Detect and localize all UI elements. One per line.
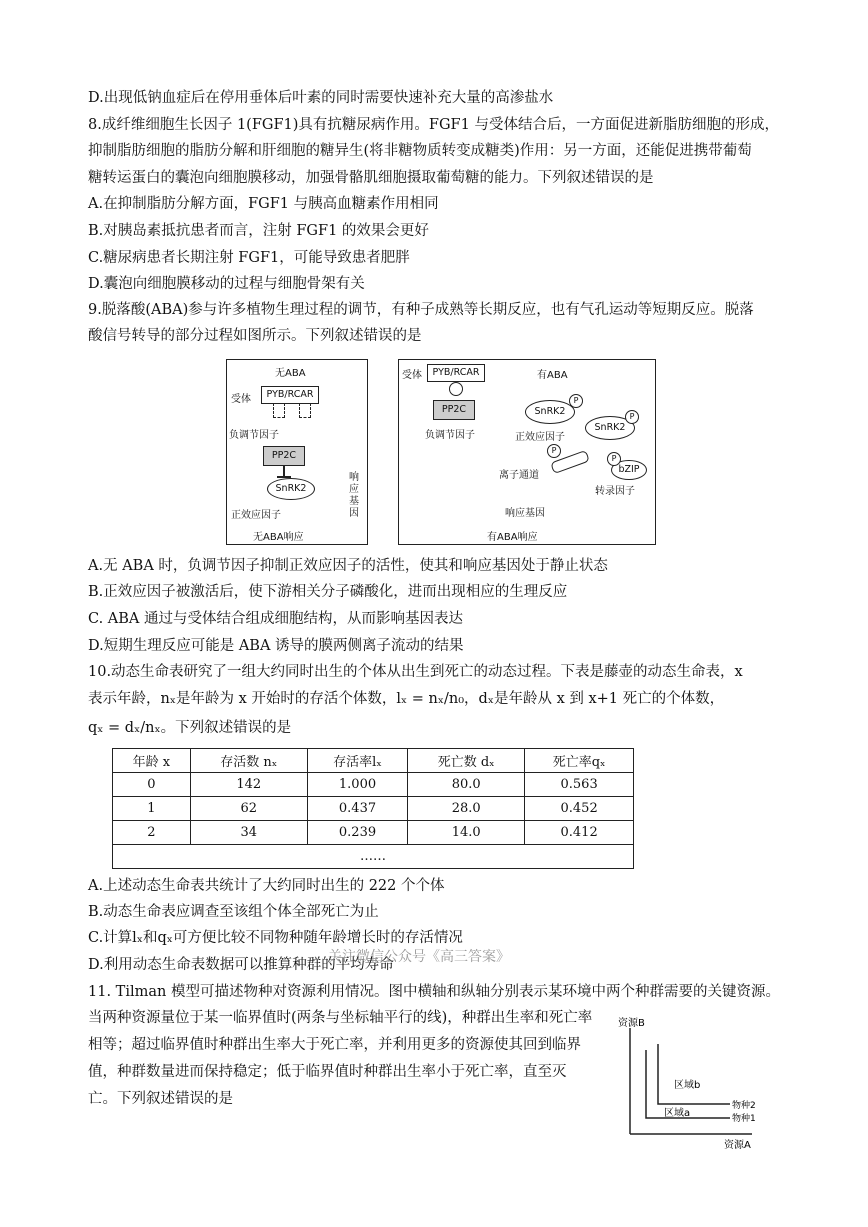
q10-option-c: C.计算lₓ和qₓ可方便比较不同物种随年龄增长时的存活情况: [88, 930, 463, 946]
region-a-label: 区域a: [664, 1108, 691, 1119]
q10-stem-3: qₓ = dₓ/nₓ。下列叙述错误的是: [88, 720, 292, 736]
receptor-dashed-legs-2: [299, 403, 311, 418]
neg-regulator-label: 负调节因子: [229, 430, 279, 441]
phospho-p-1: P: [569, 394, 583, 408]
option-d-q7: D.出现低钠血症后在停用垂体后叶素的同时需要快速补充大量的高渗盐水: [88, 90, 554, 106]
watermark: 关注微信公众号《高三答案》: [328, 949, 510, 965]
receptor-dashed-legs: [273, 403, 285, 418]
q9-option-b: B.正效应因子被激活后，使下游相关分子磷酸化，进而出现相应的生理反应: [88, 584, 568, 600]
table-cell: 1: [113, 797, 191, 821]
life-table: [112, 748, 634, 869]
table-cell: 0.437: [307, 797, 407, 821]
tilman-graph: [612, 1014, 782, 1154]
q8-option-b: B.对胰岛素抵抗患者而言，注射 FGF1 的效果会更好: [88, 223, 429, 239]
species-1-label: 物种1: [732, 1114, 756, 1124]
response-gene-label: 响应基因: [349, 472, 359, 519]
table-cell: 1.000: [307, 773, 407, 797]
pp2c-box-right: PP2C: [433, 400, 475, 420]
table-row: [113, 821, 634, 845]
q10-option-d: D.利用动态生命表数据可以推算种群的平均寿命: [88, 957, 394, 973]
q8-option-a: A.在抑制脂肪分解方面，FGF1 与胰高血糖素作用相同: [88, 196, 439, 212]
q8-stem-2: 抑制脂肪细胞的脂肪分解和肝细胞的糖异生(将非糖物质转变成糖类)作用：另一方面，还能促进携带葡萄: [88, 143, 752, 159]
table-header: 死亡率qₓ: [525, 749, 634, 773]
transcription-factor-label: 转录因子: [595, 486, 635, 497]
snrk2-oval-a: SnRK2: [525, 400, 575, 424]
aba-molecule-icon: [449, 382, 463, 396]
table-cell: 80.0: [408, 773, 525, 797]
species-2-isocline: [658, 1044, 730, 1104]
table-row: [113, 773, 634, 797]
q11-stem-1: 11. Tilman 模型可描述物种对资源利用情况。图中横轴和纵轴分别表示某环境中两个种群需要的关键资源。: [88, 984, 780, 1000]
table-cell: 28.0: [408, 797, 525, 821]
snrk2-oval-b: SnRK2: [585, 416, 635, 440]
receptor-label-right: 受体: [402, 370, 422, 381]
table-cell: 2: [113, 821, 191, 845]
diagram-left-footer: 无ABA响应: [253, 532, 304, 543]
q9-option-a: A.无 ABA 时，负调节因子抑制正效应因子的活性，使其和响应基因处于静止状态: [88, 558, 608, 574]
phospho-p-2: P: [625, 410, 639, 424]
table-cell: 0.412: [525, 821, 634, 845]
species-2-label: 物种2: [732, 1101, 756, 1111]
region-b-label: 区域b: [674, 1080, 701, 1091]
y-axis-label: 资源B: [618, 1018, 645, 1029]
q8-option-c: C.糖尿病患者长期注射 FGF1，可能导致患者肥胖: [88, 250, 410, 266]
table-cell: 34: [190, 821, 307, 845]
diagram-no-aba: [226, 359, 368, 545]
pp2c-box: PP2C: [263, 446, 305, 466]
q11-stem-5: 亡。下列叙述错误的是: [88, 1091, 233, 1107]
table-header: 存活数 nₓ: [190, 749, 307, 773]
q8-stem-3: 糖转运蛋白的囊泡向细胞膜移动，加强骨骼肌细胞摄取葡萄糖的能力。下列叙述错误的是: [88, 170, 654, 186]
q10-option-b: B.动态生命表应调查至该组个体全部死亡为止: [88, 904, 379, 920]
q8-option-d: D.囊泡向细胞膜移动的过程与细胞骨架有关: [88, 276, 365, 292]
table-cell: 0: [113, 773, 191, 797]
snrk2-oval: SnRK2: [267, 478, 315, 500]
q11-stem-3: 相等；超过临界值时种群出生率大于死亡率，并利用更多的资源使其回到临界: [88, 1037, 581, 1053]
q10-option-a: A.上述动态生命表共统计了大约同时出生的 222 个个体: [88, 878, 445, 894]
q9-stem-2: 酸信号转导的部分过程如图所示。下列叙述错误的是: [88, 328, 422, 344]
table-header: 存活率lₓ: [307, 749, 407, 773]
diagram-left-title: 无ABA: [275, 368, 306, 379]
q11-stem-2: 当两种资源量位于某一临界值时(两条与坐标轴平行的线)，种群出生率和死亡率: [88, 1010, 593, 1026]
receptor-box: PYB/RCAR: [261, 386, 319, 404]
table-ellipsis: ……: [113, 845, 634, 869]
table-header: 死亡数 dₓ: [408, 749, 525, 773]
diagram-right-title: 有ABA: [537, 370, 568, 381]
table-cell: 0.563: [525, 773, 634, 797]
q10-stem-2: 表示年龄，nₓ是年龄为 x 开始时的存活个体数，lₓ = nₓ/n₀，dₓ是年龄从 x 到 x+1 死亡的个体数，: [88, 691, 725, 707]
response-gene-label-right: 响应基因: [505, 508, 545, 519]
q10-stem-1: 10.动态生命表研究了一组大约同时出生的个体从出生到死亡的动态过程。下表是藤壶的动态生命表，x: [88, 664, 743, 680]
ion-channel-label: 离子通道: [499, 470, 539, 481]
q9-option-c: C. ABA 通过与受体结合组成细胞结构，从而影响基因表达: [88, 611, 464, 627]
pos-effector-label: 正效应因子: [231, 510, 281, 521]
table-cell: 62: [190, 797, 307, 821]
neg-regulator-label-right: 负调节因子: [425, 430, 475, 441]
table-cell: 0.452: [525, 797, 634, 821]
q8-stem-1: 8.成纤维细胞生长因子 1(FGF1)具有抗糖尿病作用。FGF1 与受体结合后，一方面促进新脂肪细胞的形成，: [88, 117, 779, 133]
table-header-row: [113, 749, 634, 773]
table-cell: 142: [190, 773, 307, 797]
diagram-with-aba: [398, 359, 656, 545]
table-row-ellipsis: [113, 845, 634, 869]
diagram-right-footer: 有ABA响应: [487, 532, 538, 543]
x-axis-label: 资源A: [724, 1140, 751, 1151]
table-cell: 0.239: [307, 821, 407, 845]
q9-option-d: D.短期生理反应可能是 ABA 诱导的膜两侧离子流动的结果: [88, 638, 464, 654]
receptor-label: 受体: [231, 394, 251, 405]
bzip-oval: bZIP: [611, 460, 647, 480]
phospho-p-4: P: [607, 452, 621, 466]
pos-effector-label-right: 正效应因子: [515, 432, 565, 443]
q11-stem-4: 值，种群数量进而保持稳定；低于临界值时种群出生率小于死亡率，直至灭: [88, 1064, 567, 1080]
q9-stem-1: 9.脱落酸(ABA)参与许多植物生理过程的调节，有种子成熟等长期反应，也有气孔运动等短期反应。脱落: [88, 302, 754, 318]
receptor-box-right: PYB/RCAR: [427, 364, 485, 382]
table-header: 年龄 x: [113, 749, 191, 773]
table-cell: 14.0: [408, 821, 525, 845]
phospho-p-3: P: [547, 444, 561, 458]
table-row: [113, 797, 634, 821]
